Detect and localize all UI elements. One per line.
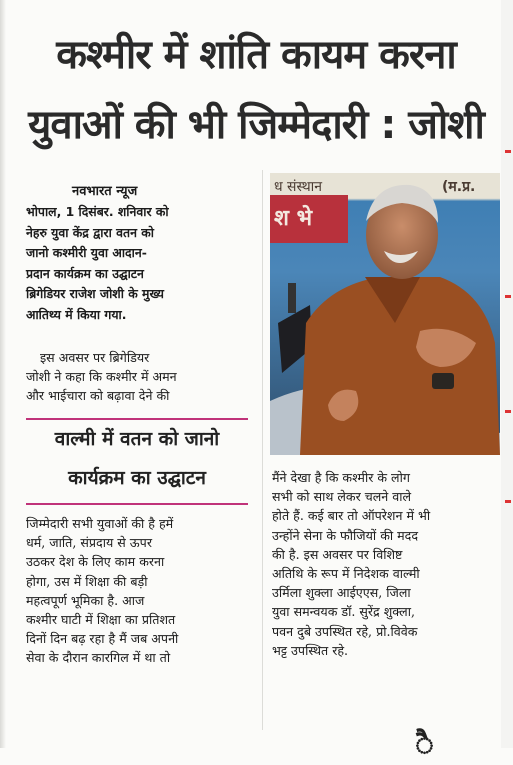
- photo-banner-text: ध संस्थान: [274, 179, 323, 195]
- photo-banner-text-2: श भे: [274, 206, 313, 231]
- lead-line: आतिथ्य में किया गया.: [26, 306, 127, 322]
- paragraph-line: जोशी ने कहा कि कश्मीर में अमन: [26, 369, 177, 385]
- subheading-line-2: कार्यक्रम का उद्घाटन: [68, 467, 206, 489]
- photo-banner-text-right: (म.प्र.: [442, 179, 476, 195]
- subheading-rule-bottom: [26, 503, 248, 505]
- lead-line: प्रदान कार्यक्रम का उद्घाटन: [26, 265, 144, 281]
- paragraph-line: होते हैं. कई बार तो ऑपरेशन में भी: [272, 508, 431, 524]
- paragraph-2: [26, 348, 244, 406]
- paragraph-line: महत्वपूर्ण भूमिका है. आज: [26, 592, 145, 608]
- paragraph-line: इस अवसर पर ब्रिगेडियर: [40, 350, 150, 365]
- paragraph-line: मैंने देखा है कि कश्मीर के लोग: [272, 470, 410, 485]
- paragraph-line: कश्मीर घाटी में शिक्षा का प्रतिशत: [26, 612, 176, 628]
- headline-line-1: कश्मीर में शांति कायम करना: [56, 32, 456, 78]
- paragraph-line: उन्होंने सेना के फौजियों की मदद: [272, 527, 419, 543]
- page-edge-right: [501, 0, 513, 748]
- paragraph-line: युवा समन्वयक डॉ. सुरेंद्र शुक्ला,: [272, 604, 415, 620]
- next-article-fragment: ै: [415, 725, 435, 763]
- lead-line: ब्रिगेडियर राजेश जोशी के मुख्य: [26, 286, 164, 301]
- paragraph-line: दिनों दिन बढ़ रहा है मैं जब अपनी: [26, 631, 179, 647]
- paragraph-line: जिम्मेदारी सभी युवाओं की है हमें: [26, 516, 174, 531]
- subheading-rule-top: [26, 418, 248, 420]
- subheading-line-1: वाल्मी में वतन को जानो: [54, 428, 220, 450]
- byline: नवभारत न्यूज: [72, 184, 138, 199]
- paragraph-line: सभी को साथ लेकर चलने वाले: [272, 489, 412, 505]
- lead-paragraph: [26, 202, 244, 325]
- paragraph-line: पवन दुबे उपस्थित रहे, प्रो.विवेक: [272, 623, 418, 639]
- headline-line-2: युवाओं की भी जिम्मेदारी : जोशी: [28, 102, 484, 148]
- page-shadow-left: [0, 0, 6, 748]
- paragraph-line: सेवा के दौरान कारगिल में था तो: [26, 650, 171, 666]
- news-photo: [270, 173, 500, 455]
- lead-line: जानो कश्मीरी युवा आदान-: [26, 245, 147, 260]
- column-divider: [262, 170, 263, 730]
- lead-line: भोपाल, 1 दिसंबर. शनिवार को: [26, 204, 169, 219]
- paragraph-line: भट्ट उपस्थित रहे.: [272, 642, 349, 658]
- paragraph-line: होगा, उस में शिक्षा की बड़ी: [26, 573, 148, 589]
- paragraph-line: और भाईचारा को बढ़ावा देने की: [26, 388, 170, 404]
- paragraph-3: [26, 514, 248, 668]
- paragraph-4: [272, 468, 502, 660]
- paragraph-line: अतिथि के रूप में निदेशक वाल्मी: [272, 566, 420, 582]
- paragraph-line: उठकर देश के लिए काम करना: [26, 554, 165, 570]
- paragraph-line: धर्म, जाति, संप्रदाय से ऊपर: [26, 535, 152, 551]
- paragraph-line: उर्मिला शुक्ला आईएएस, जिला: [272, 585, 411, 601]
- paragraph-line: की है. इस अवसर पर विशिष्ट: [272, 546, 403, 562]
- lead-line: नेहरु युवा केंद्र द्वारा वतन को: [26, 224, 154, 240]
